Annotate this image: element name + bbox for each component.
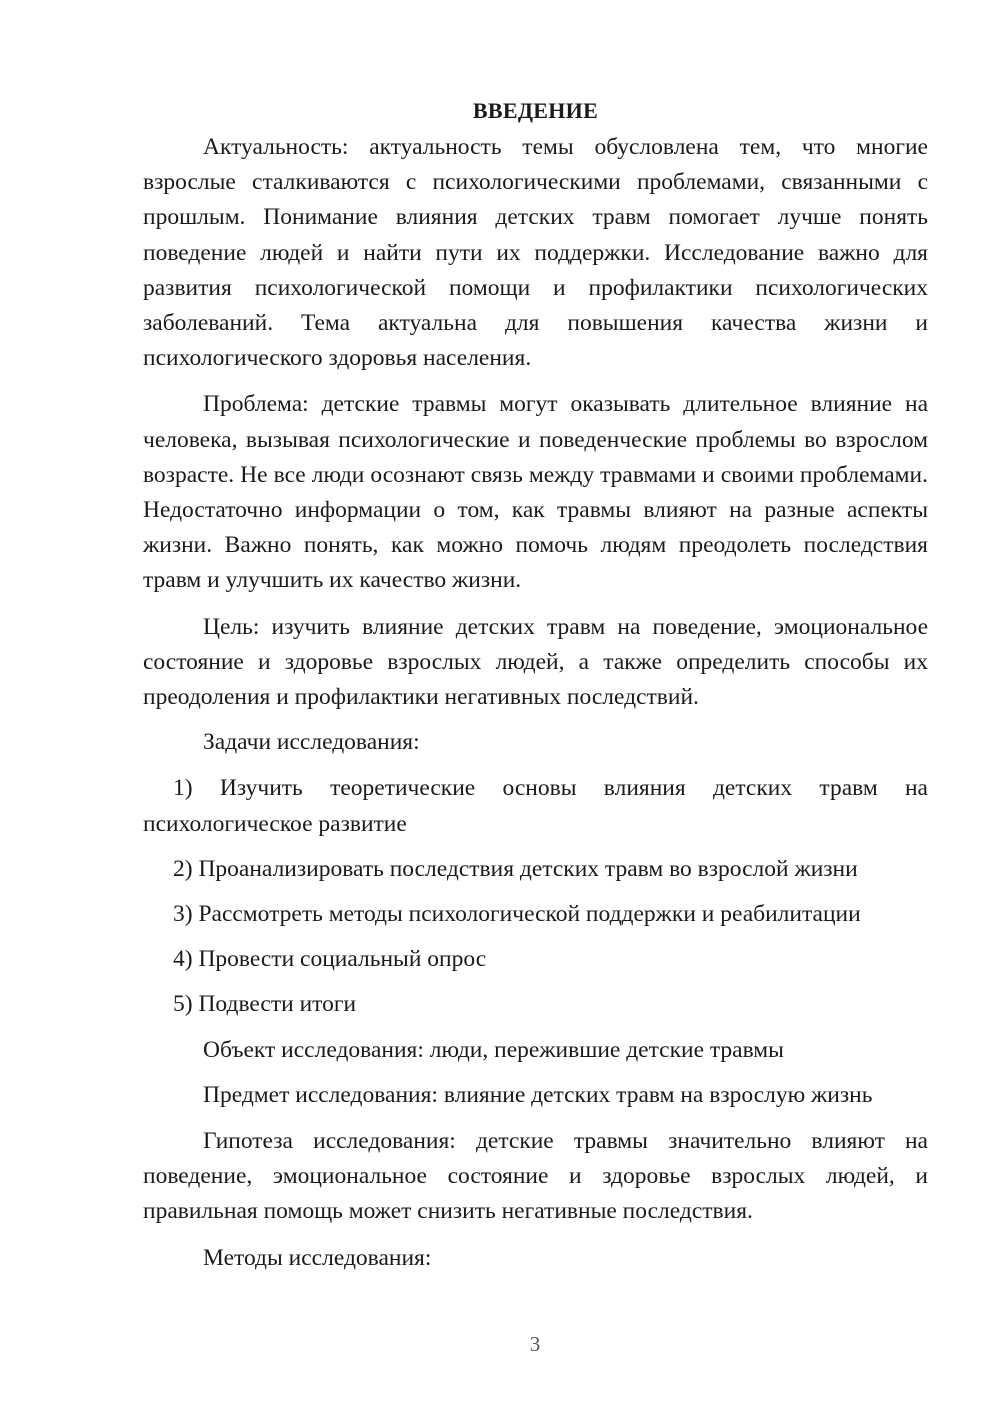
task-item-1: 1) Изучить теоретические основы влияния детских травм на психологическое развитие (143, 775, 928, 837)
task-item-4: 4) Провести социальный опрос (173, 946, 487, 973)
section-heading: ВВЕДЕНИЕ (472, 98, 599, 123)
task-item-2: 2) Проанализировать последствия детских травм во взрослой жизни (173, 855, 858, 882)
task-item-3: 3) Рассмотреть методы психологической поддержки и реабилитации (173, 901, 861, 928)
page-content (143, 96, 928, 1276)
task-item-5: 5) Подвести итоги (173, 991, 357, 1018)
hypothesis-paragraph: Гипотеза исследования: детские травмы значительно влияют на поведение, эмоциональное состояние и здоровье взрослых людей, и правильная помощь может снизить негативные последствия. (143, 1128, 928, 1225)
goal-paragraph: Цель: изучить влияние детских травм на поведение, эмоциональное состояние и здоровье взрослых людей, а также определить способы их преодоления и профилактики негативных последствий. (143, 613, 928, 711)
tasks-title: Задачи исследования: (203, 729, 420, 756)
subject-line: Предмет исследования: влияние детских травм на взрослую жизнь (203, 1081, 873, 1108)
relevance-paragraph: Актуальность: актуальность темы обусловлена тем, что многие взрослые сталкиваются с психологическими проблемами, связанными с прошлым. Понимание влияния детских травм помогает лучше понять поведение людей и найти пути их поддержки. Исследование важно для развития психологической помощи и профилактики психологических заболеваний. Тема актуальна для повышения качества жизни и психологического здоровья населения. (143, 134, 928, 372)
page-number: 3 (529, 1332, 541, 1356)
problem-paragraph: Проблема: детские травмы могут оказывать длительное влияние на человека, вызывая психологические и поведенческие проблемы во взрослом возрасте. Не все люди осознают связь между травмами и своими проблемами. Недостаточно информации о том, как травмы влияют на разные аспекты жизни. Важно понять, как можно помочь людям преодолеть последствия травм и улучшить их качество жизни. (143, 391, 928, 594)
methods-title: Методы исследования: (203, 1244, 432, 1271)
object-line: Объект исследования: люди, пережившие детские травмы (203, 1036, 784, 1063)
